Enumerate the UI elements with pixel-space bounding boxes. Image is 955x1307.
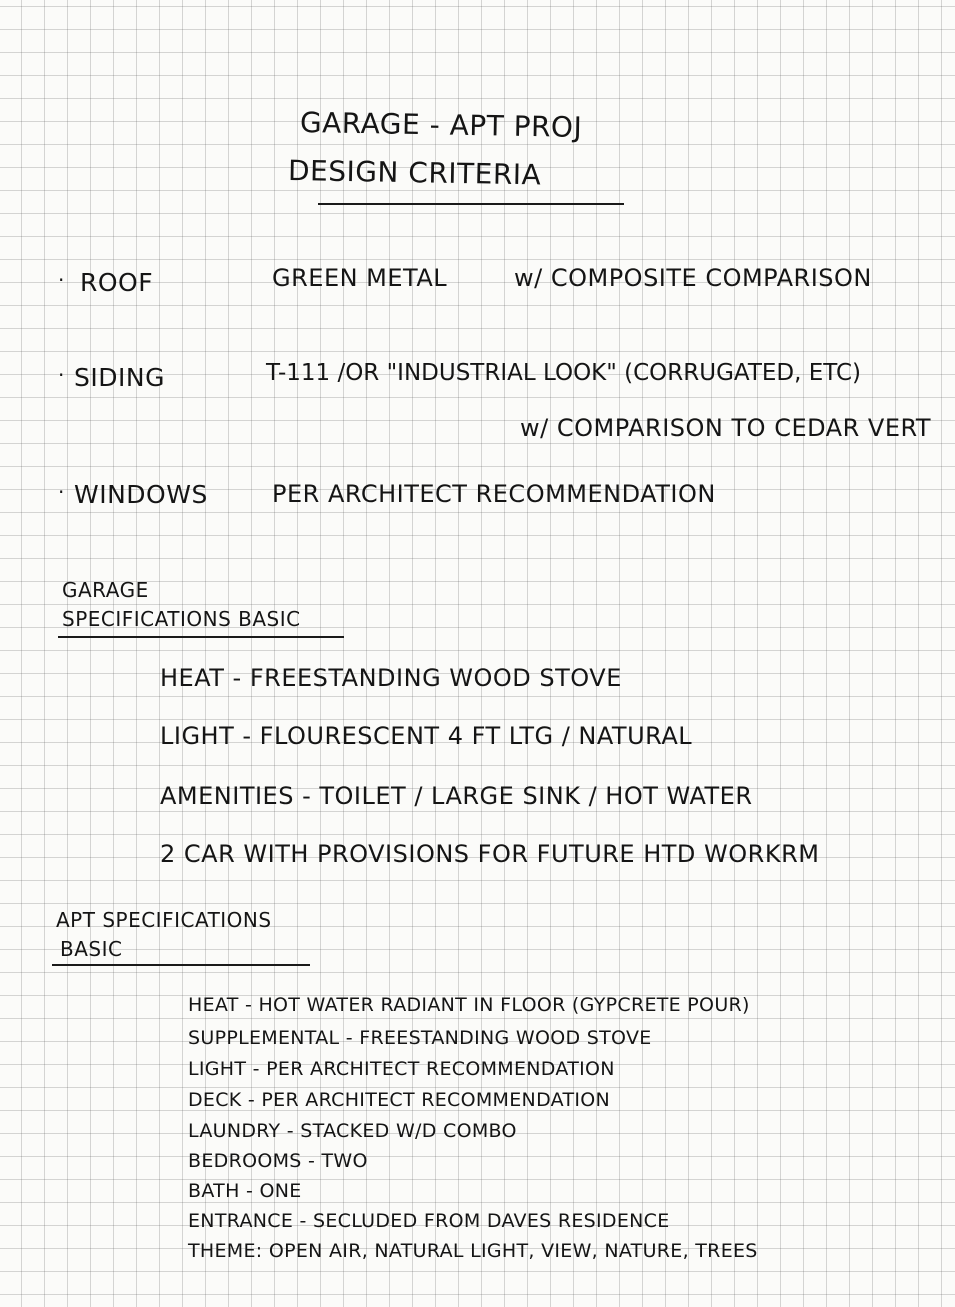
apt-item: LAUNDRY - STACKED W/D COMBO: [188, 1120, 517, 1142]
criteria-note-siding: w/ COMPARISON TO CEDAR VERT: [520, 414, 932, 442]
bullet-roof: ·: [58, 268, 65, 292]
criteria-value-roof: GREEN METAL: [272, 264, 448, 292]
apt-item: THEME: OPEN AIR, NATURAL LIGHT, VIEW, NATURE, TREES: [188, 1240, 758, 1262]
criteria-note-roof: w/ COMPOSITE COMPARISON: [514, 264, 872, 292]
apt-heading: APT SPECIFICATIONS: [56, 908, 272, 932]
criteria-label-siding: SIDING: [74, 363, 165, 392]
page-title-line1: GARAGE - APT PROJ: [299, 106, 583, 144]
apt-item: ENTRANCE - SECLUDED FROM DAVES RESIDENCE: [188, 1210, 670, 1232]
bullet-windows: ·: [58, 480, 65, 504]
garage-heading: GARAGE: [62, 578, 149, 602]
apt-item: BEDROOMS - TWO: [188, 1150, 368, 1172]
apt-item: DECK - PER ARCHITECT RECOMMENDATION: [188, 1089, 611, 1111]
title-underline: [318, 203, 624, 205]
apt-underline: [52, 964, 310, 966]
apt-subheading: BASIC: [60, 937, 123, 961]
apt-item: LIGHT - PER ARCHITECT RECOMMENDATION: [188, 1058, 615, 1080]
apt-item: BATH - ONE: [188, 1180, 302, 1202]
garage-subheading: SPECIFICATIONS BASIC: [62, 607, 301, 631]
garage-item: LIGHT - FLOURESCENT 4 FT LTG / NATURAL: [160, 722, 693, 750]
bullet-siding: ·: [58, 363, 65, 387]
criteria-value-windows: PER ARCHITECT RECOMMENDATION: [272, 480, 716, 508]
garage-item: HEAT - FREESTANDING WOOD STOVE: [160, 664, 622, 692]
garage-underline: [58, 636, 344, 638]
criteria-label-windows: WINDOWS: [74, 480, 208, 509]
garage-item: 2 CAR WITH PROVISIONS FOR FUTURE HTD WORKRM: [160, 840, 820, 868]
apt-item: HEAT - HOT WATER RADIANT IN FLOOR (GYPCRETE POUR): [188, 994, 750, 1016]
page-title-line2: DESIGN CRITERIA: [287, 154, 542, 192]
criteria-value-siding: T-111 /OR "INDUSTRIAL LOOK" (CORRUGATED, ETC): [266, 360, 862, 386]
criteria-label-roof: ROOF: [80, 268, 154, 297]
apt-item: SUPPLEMENTAL - FREESTANDING WOOD STOVE: [188, 1027, 652, 1049]
garage-item: AMENITIES - TOILET / LARGE SINK / HOT WATER: [160, 782, 753, 810]
